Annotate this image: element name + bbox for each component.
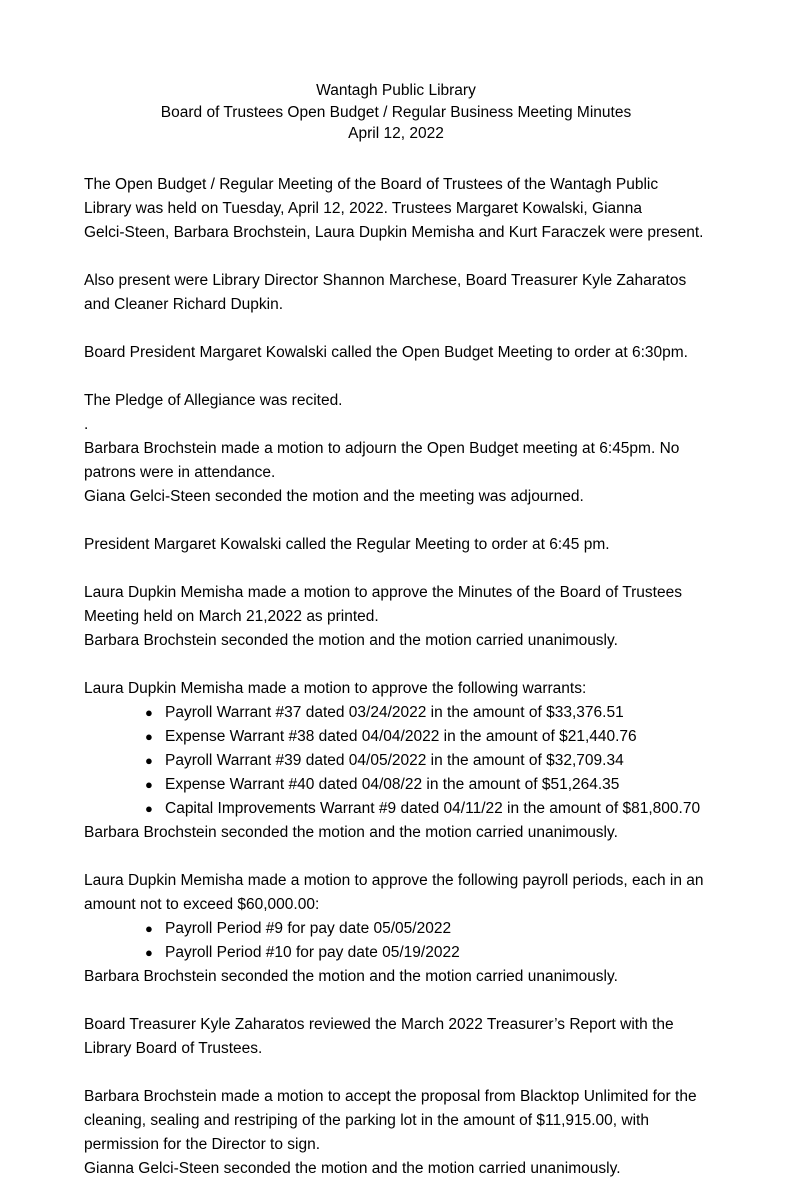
warrant-item-label: Capital Improvements Warrant #9 dated 04/11/22 in the amount of $81,800.70 — [165, 799, 701, 817]
warrant-item — [84, 773, 708, 797]
bullet-icon: ● — [145, 920, 153, 936]
adjourn-line-2: patrons were in attendance. — [84, 463, 276, 481]
paragraph-warrants-intro: Laura Dupkin Memisha made a motion to approve the following warrants: — [84, 679, 587, 697]
warrant-item — [84, 797, 708, 821]
paragraph-approve-minutes — [84, 581, 708, 653]
paragraph-payroll-intro — [84, 869, 708, 917]
warrant-item-label: Expense Warrant #40 dated 04/08/22 in the amount of $51,264.35 — [165, 775, 620, 793]
document-header — [84, 80, 708, 145]
attendance-line-1: The Open Budget / Regular Meeting of the Board of Trustees of the Wantagh Public — [84, 175, 659, 193]
payroll-period-item-label: Payroll Period #10 for pay date 05/19/2022 — [165, 943, 460, 961]
warrant-item — [84, 749, 708, 773]
payroll-period-item-label: Payroll Period #9 for pay date 05/05/2022 — [165, 919, 452, 937]
also-present-line-1: Also present were Library Director Shannon Marchese, Board Treasurer Kyle Zaharatos — [84, 271, 687, 289]
approve-minutes-line-3: Barbara Brochstein seconded the motion and the motion carried unanimously. — [84, 631, 618, 649]
warrant-item-label: Expense Warrant #38 dated 04/04/2022 in the amount of $21,440.76 — [165, 727, 637, 745]
approve-minutes-line-1: Laura Dupkin Memisha made a motion to approve the Minutes of the Board of Trustees — [84, 583, 682, 601]
document-title-subject: Board of Trustees Open Budget / Regular Business Meeting Minutes — [160, 103, 632, 121]
payroll-period-item — [84, 917, 708, 941]
payroll-period-item — [84, 941, 708, 965]
bullet-icon: ● — [145, 800, 153, 816]
warrant-item-label: Payroll Warrant #37 dated 03/24/2022 in the amount of $33,376.51 — [165, 703, 624, 721]
also-present-line-2: and Cleaner Richard Dupkin. — [84, 295, 284, 313]
paragraph-blacktop-proposal — [84, 1085, 708, 1181]
paragraph-adjourn-open-budget — [84, 437, 708, 509]
blacktop-line-2: cleaning, sealing and restriping of the parking lot in the amount of $11,915.00, with — [84, 1111, 649, 1129]
bullet-icon: ● — [145, 776, 153, 792]
paragraph-call-to-order-regular: President Margaret Kowalski called the Regular Meeting to order at 6:45 pm. — [84, 535, 610, 553]
payroll-periods-list — [84, 917, 708, 965]
payroll-intro-line-2: amount not to exceed $60,000.00: — [84, 895, 320, 913]
attendance-line-2: Library was held on Tuesday, April 12, 2022. Trustees Margaret Kowalski, Gianna — [84, 199, 643, 217]
approve-minutes-line-2: Meeting held on March 21,2022 as printed. — [84, 607, 379, 625]
paragraph-call-to-order-open-budget: Board President Margaret Kowalski called the Open Budget Meeting to order at 6:30pm. — [84, 343, 688, 361]
adjourn-line-3: Giana Gelci-Steen seconded the motion and the meeting was adjourned. — [84, 487, 584, 505]
payroll-intro-line-1: Laura Dupkin Memisha made a motion to approve the following payroll periods, each in an — [84, 871, 704, 889]
treasurer-report-line-2: Library Board of Trustees. — [84, 1039, 263, 1057]
paragraph-warrants-second: Barbara Brochstein seconded the motion and the motion carried unanimously. — [84, 823, 618, 841]
document-title-organization: Wantagh Public Library — [316, 82, 476, 99]
paragraph-pledge-of-allegiance: The Pledge of Allegiance was recited. — [84, 391, 343, 409]
document-title-date: April 12, 2022 — [348, 125, 444, 142]
treasurer-report-line-1: Board Treasurer Kyle Zaharatos reviewed the March 2022 Treasurer’s Report with the — [84, 1015, 674, 1033]
bullet-icon: ● — [145, 704, 153, 720]
paragraph-payroll-second: Barbara Brochstein seconded the motion and the motion carried unanimously. — [84, 967, 618, 985]
warrant-item — [84, 725, 708, 749]
warrant-item — [84, 701, 708, 725]
warrant-item-label: Payroll Warrant #39 dated 04/05/2022 in the amount of $32,709.34 — [165, 751, 624, 769]
attendance-line-3: Gelci-Steen, Barbara Brochstein, Laura Dupkin Memisha and Kurt Faraczek were present. — [84, 223, 704, 241]
bullet-icon: ● — [145, 728, 153, 744]
bullet-icon: ● — [145, 944, 153, 960]
blacktop-line-3: permission for the Director to sign. — [84, 1135, 321, 1153]
blacktop-line-4: Gianna Gelci-Steen seconded the motion and the motion carried unanimously. — [84, 1159, 621, 1177]
bullet-icon: ● — [145, 752, 153, 768]
stray-period-line: . — [84, 415, 89, 433]
warrants-list — [84, 701, 708, 821]
adjourn-line-1: Barbara Brochstein made a motion to adjourn the Open Budget meeting at 6:45pm. No — [84, 439, 680, 457]
paragraph-attendance — [84, 173, 708, 245]
paragraph-treasurer-report — [84, 1013, 708, 1061]
document-body — [84, 173, 708, 1181]
blacktop-line-1: Barbara Brochstein made a motion to accept the proposal from Blacktop Unlimited for the — [84, 1087, 697, 1105]
paragraph-also-present — [84, 269, 708, 317]
